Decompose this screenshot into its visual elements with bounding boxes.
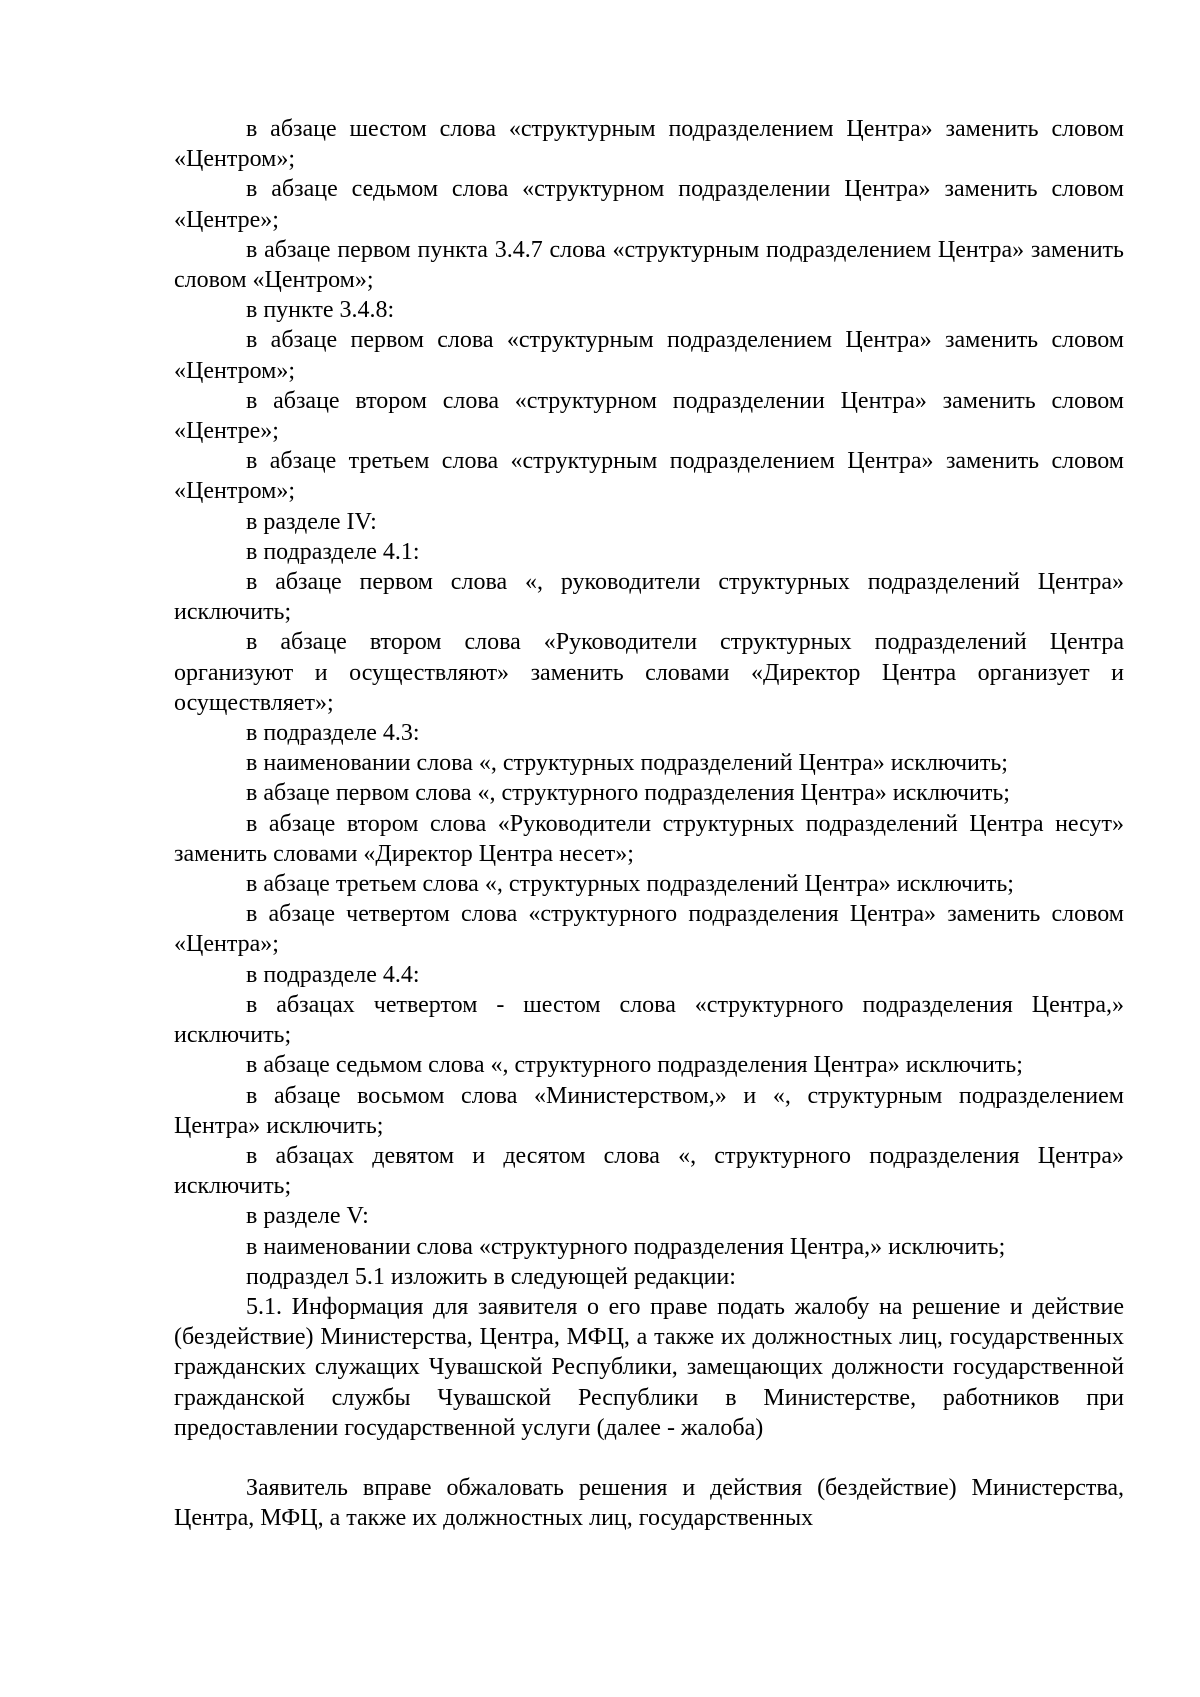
paragraph: 5.1. Информация для заявителя о его праве подать жалобу на решение и действие (бездействие) Министерства, Центра, МФЦ, а также их должностных лиц, государственных гражданских служащих Чувашской Республики, замещающих должности государственной гражданской службы Чувашской Республики в Министерстве, работников при предоставлении государственной услуги (далее - жалоба) (174, 1293, 1124, 1441)
paragraph: подраздел 5.1 изложить в следующей редакции: (246, 1263, 736, 1290)
paragraph: в пункте 3.4.8: (246, 297, 395, 324)
paragraph: в абзаце первом слова «структурным подразделением Центра» заменить словом «Центром»; (174, 327, 1124, 384)
paragraph: в абзаце первом пункта 3.4.7 слова «структурным подразделением Центра» заменить словом «Центром»; (174, 236, 1124, 294)
paragraph: в наименовании слова «, структурных подразделений Центра» исключить; (246, 750, 1008, 777)
paragraph: в абзаце четвертом слова «структурного подразделения Центра» заменить словом «Центра»; (174, 901, 1124, 958)
paragraph: в подразделе 4.4: (246, 961, 420, 988)
paragraph: в абзацах четвертом - шестом слова «структурного подразделения Центра,» исключить; (174, 991, 1124, 1049)
paragraph: в абзаце третьем слова «структурным подразделением Центра» заменить словом «Центром»; (174, 448, 1124, 505)
blank-line (174, 1443, 1124, 1473)
paragraph: в разделе V: (246, 1203, 369, 1230)
paragraph: в подразделе 4.1: (246, 538, 420, 565)
paragraph: в абзаце первом слова «, структурного подразделения Центра» исключить; (246, 780, 1010, 807)
paragraph: в наименовании слова «структурного подразделения Центра,» исключить; (246, 1233, 1006, 1260)
paragraph: в абзацах девятом и десятом слова «, структурного подразделения Центра» исключить; (174, 1142, 1124, 1200)
paragraph: в подразделе 4.3: (246, 720, 420, 747)
paragraph: в абзаце втором слова «структурном подразделении Центра» заменить словом «Центре»; (174, 387, 1124, 445)
paragraph: в абзаце седьмом слова «структурном подразделении Центра» заменить словом «Центре»; (174, 176, 1124, 233)
paragraph: в абзаце седьмом слова «, структурного подразделения Центра» исключить; (246, 1052, 1023, 1079)
paragraph: в абзаце первом слова «, руководители структурных подразделений Центра» исключить; (174, 569, 1124, 626)
paragraph: Заявитель вправе обжаловать решения и действия (бездействие) Министерства, Центра, МФЦ, а также их должностных лиц, государственных (174, 1474, 1124, 1532)
paragraph: в разделе IV: (246, 508, 377, 535)
document-page (174, 114, 1124, 1533)
paragraph: в абзаце третьем слова «, структурных подразделений Центра» исключить; (246, 871, 1014, 898)
paragraph: в абзаце втором слова «Руководители структурных подразделений Центра несут» заменить словами «Директор Центра несет»; (174, 810, 1124, 867)
paragraph: в абзаце втором слова «Руководители структурных подразделений Центра организуют и осуществляют» заменить словами «Директор Центра организует и осуществляет»; (174, 629, 1124, 716)
paragraph: в абзаце восьмом слова «Министерством,» и «, структурным подразделением Центра» исключить; (174, 1082, 1124, 1139)
paragraph: в абзаце шестом слова «структурным подразделением Центра» заменить словом «Центром»; (174, 116, 1124, 173)
